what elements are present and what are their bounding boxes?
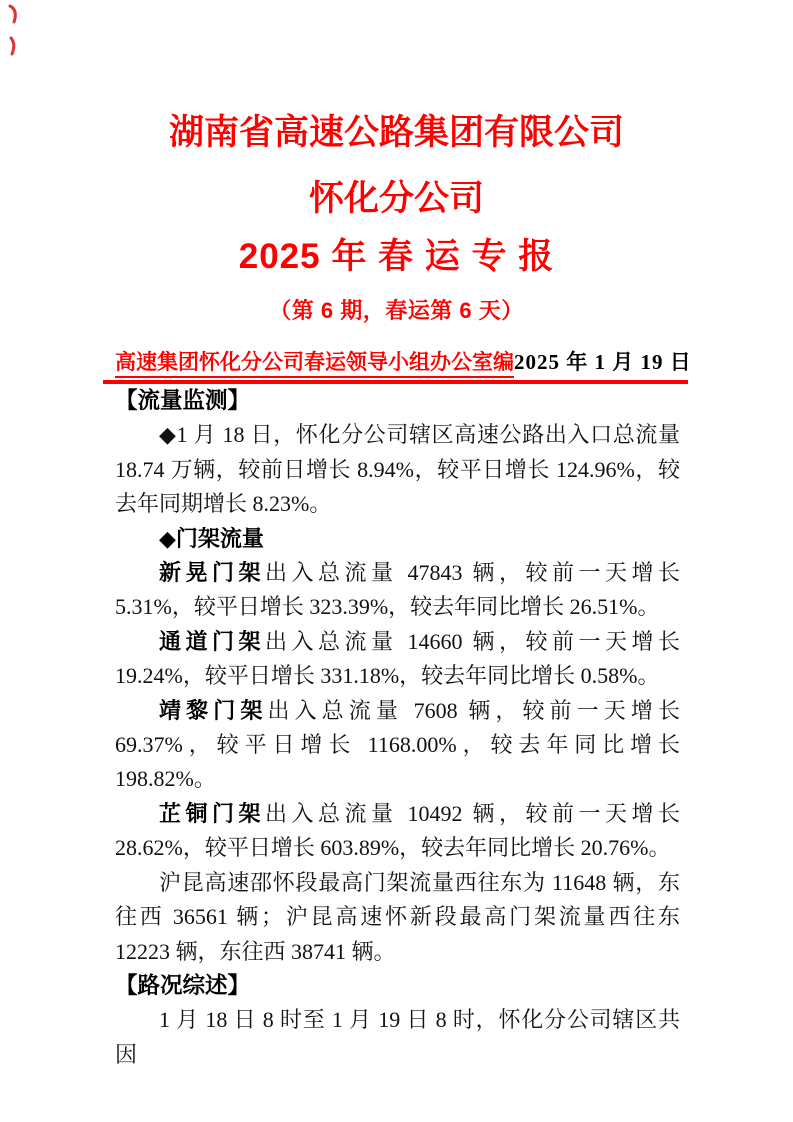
paragraph-hukun-peak-flow: [115, 866, 680, 969]
xinhuang-gantry-text: 出入总流量 47843 辆，较前一天增长 5.31%，较平日增长 323.39%，较去年同比增长 26.51%。: [115, 560, 680, 620]
document-subtitle-issue: （第 6 期，春运第 6 天）: [269, 298, 524, 323]
document-title-report: 2025 年 春 运 专 报: [238, 237, 555, 276]
tongdao-gantry-text: 出入总流量 14660 辆，较前一天增长 19.24%，较平日增长 331.18%，较去年同比增长 0.58%。: [115, 628, 680, 689]
jingli-gantry-name: 靖黎门架: [159, 697, 268, 723]
hukun-peak-flow-text: 沪昆高速邵怀段最高门架流量西往东为 11648 辆，东往西 36561 辆；沪昆高速怀新段最高门架流量西往东 12223 辆，东往西 38741 辆。: [115, 869, 680, 964]
paragraph-total-flow: [115, 418, 680, 521]
section-header-traffic-monitoring: 【流量监测】: [115, 388, 251, 413]
paragraph-gantry-flow-heading: [115, 522, 680, 556]
paragraph-tongdao-gantry: [115, 625, 680, 694]
paragraph-total-flow-text: ◆1 月 18 日，怀化分公司辖区高速公路出入口总流量 18.74 万辆，较前日增长 8.94%，较平日增长 124.96%，较去年同期增长 8.23%。: [115, 422, 680, 517]
paragraph-zhitong-gantry: [115, 797, 680, 866]
paragraph-road-conditions-intro: [115, 1003, 680, 1072]
document-title-company: 湖南省高速公路集团有限公司: [168, 113, 624, 152]
masthead-date: 2025 年 1 月 19 日: [514, 350, 692, 374]
paragraph-jingli-gantry: [115, 694, 680, 797]
jingli-gantry-text: 出入总流量 7608 辆，较前一天增长 69.37%，较平日增长 1168.00%，较去年同比增长 198.82%。: [115, 697, 680, 792]
zhitong-gantry-text: 出入总流量 10492 辆，较前一天增长 28.62%，较平日增长 603.89%，较去年同比增长 20.76%。: [115, 800, 680, 861]
gantry-flow-heading-text: ◆门架流量: [159, 525, 264, 551]
masthead-editor-label: 高速集团怀化分公司春运领导小组办公室编: [115, 351, 514, 374]
road-conditions-intro-text: 1 月 18 日 8 时至 1 月 19 日 8 时，怀化分公司辖区共因: [115, 1007, 680, 1067]
scan-corner-marks: [4, 2, 34, 62]
document-title-branch: 怀化分公司: [308, 179, 484, 218]
section-header-road-conditions: 【路况综述】: [115, 972, 251, 998]
masthead-row: [103, 346, 692, 384]
paragraph-xinhuang-gantry: [115, 556, 680, 625]
zhitong-gantry-name: 芷铜门架: [159, 800, 265, 826]
document-body: [115, 384, 680, 1072]
tongdao-gantry-name: 通道门架: [159, 628, 265, 654]
xinhuang-gantry-name: 新晃门架: [159, 560, 265, 586]
